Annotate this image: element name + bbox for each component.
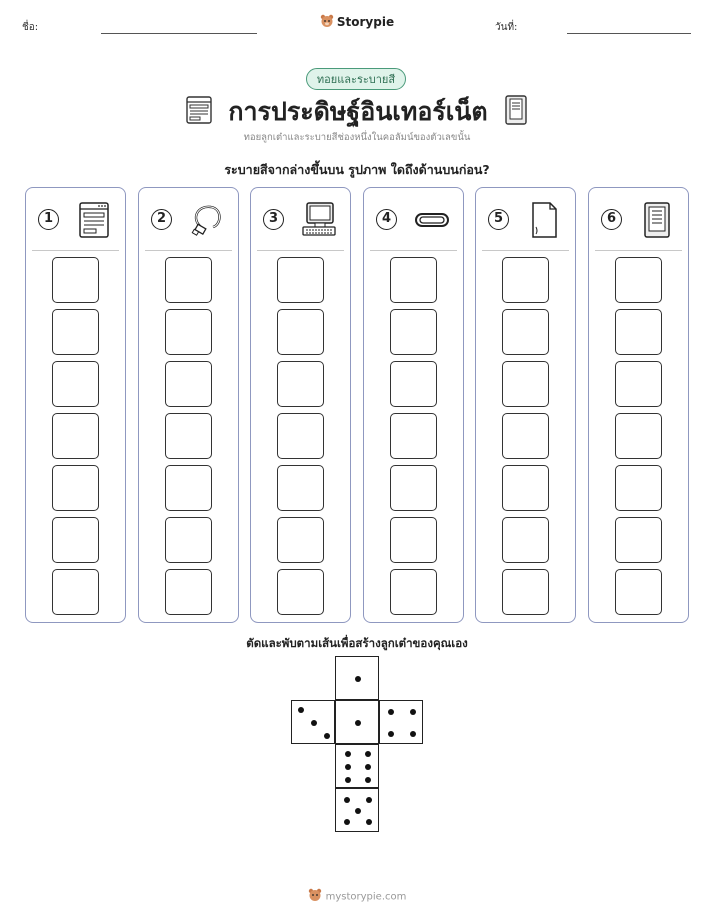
webpage-icon xyxy=(186,96,212,128)
footer-site: mystorypie.com xyxy=(325,891,407,903)
color-cell[interactable] xyxy=(615,309,662,355)
dice-face xyxy=(291,700,335,744)
footer xyxy=(0,888,714,905)
column-header xyxy=(370,188,457,251)
color-cell[interactable] xyxy=(615,465,662,511)
dice-pip xyxy=(366,797,372,803)
color-cell[interactable] xyxy=(165,361,212,407)
subtitle: ทอยลูกเต๋าและระบายสีช่องหนึ่งในคอลัมน์ของตัวเลขนั้น xyxy=(243,132,471,143)
color-cell[interactable] xyxy=(52,465,99,511)
dice-pip xyxy=(388,731,394,737)
column-header xyxy=(32,188,119,251)
dice-face xyxy=(379,700,423,744)
color-cell[interactable] xyxy=(277,465,324,511)
column-number: 3 xyxy=(263,209,284,230)
color-cell[interactable] xyxy=(277,569,324,615)
server-icon xyxy=(504,95,528,129)
date-line[interactable] xyxy=(567,33,691,34)
color-cell[interactable] xyxy=(165,517,212,563)
column-6 xyxy=(588,187,689,623)
dice-face xyxy=(335,788,379,832)
column-number: 6 xyxy=(601,209,622,230)
dice-pip xyxy=(355,808,361,814)
dice-pip xyxy=(365,777,371,783)
column-2 xyxy=(138,187,239,623)
date-label: วันที่: xyxy=(495,22,518,33)
color-cell[interactable] xyxy=(502,465,549,511)
color-cell[interactable] xyxy=(165,465,212,511)
column-5 xyxy=(475,187,576,623)
color-cell[interactable] xyxy=(52,361,99,407)
color-cell[interactable] xyxy=(165,569,212,615)
dice-pip xyxy=(388,709,394,715)
dice-pip xyxy=(324,733,330,739)
brand-logo xyxy=(0,14,714,31)
brand-name: Storypie xyxy=(336,15,395,29)
dice-pip xyxy=(344,797,350,803)
color-cell[interactable] xyxy=(390,257,437,303)
page-title: การประดิษฐ์อินเทอร์เน็ต xyxy=(228,97,488,126)
bear-icon xyxy=(320,14,334,31)
dice-pip xyxy=(298,707,304,713)
color-cell[interactable] xyxy=(52,517,99,563)
column-number: 4 xyxy=(376,209,397,230)
color-cell[interactable] xyxy=(165,413,212,459)
color-cell[interactable] xyxy=(502,569,549,615)
computer-icon xyxy=(299,201,339,239)
color-cell[interactable] xyxy=(390,413,437,459)
color-cell[interactable] xyxy=(615,361,662,407)
cable-icon xyxy=(187,201,227,239)
color-cell[interactable] xyxy=(52,413,99,459)
document-icon xyxy=(524,201,564,239)
column-number: 2 xyxy=(151,209,172,230)
color-cell[interactable] xyxy=(390,569,437,615)
webpage-icon xyxy=(74,201,114,239)
dice-pip xyxy=(345,764,351,770)
color-cell[interactable] xyxy=(615,257,662,303)
column-number: 5 xyxy=(488,209,509,230)
color-cell[interactable] xyxy=(52,257,99,303)
color-cell[interactable] xyxy=(502,257,549,303)
color-cell[interactable] xyxy=(502,309,549,355)
dice-pip xyxy=(410,731,416,737)
link-icon xyxy=(412,201,452,239)
dice-pip xyxy=(311,720,317,726)
dice-face xyxy=(335,700,379,744)
activity-tag: ทอยและระบายสี xyxy=(306,68,406,90)
dice-pip xyxy=(355,676,361,682)
color-cell[interactable] xyxy=(390,517,437,563)
column-3 xyxy=(250,187,351,623)
dice-pip xyxy=(366,819,372,825)
color-cell[interactable] xyxy=(277,413,324,459)
color-cell[interactable] xyxy=(52,569,99,615)
color-cell[interactable] xyxy=(502,413,549,459)
dice-face xyxy=(335,744,379,788)
column-header xyxy=(482,188,569,251)
color-cell[interactable] xyxy=(615,413,662,459)
color-cell[interactable] xyxy=(390,309,437,355)
question: ระบายสีจากล่างขึ้นบน รูปภาพ ใดถึงด้านบนก่อน? xyxy=(224,162,490,177)
color-cell[interactable] xyxy=(615,569,662,615)
color-cell[interactable] xyxy=(165,257,212,303)
dice-pip xyxy=(365,751,371,757)
color-cell[interactable] xyxy=(390,465,437,511)
column-4 xyxy=(363,187,464,623)
dice-pip xyxy=(355,720,361,726)
color-cell[interactable] xyxy=(52,309,99,355)
color-cell[interactable] xyxy=(502,517,549,563)
column-header xyxy=(145,188,232,251)
color-cell[interactable] xyxy=(165,309,212,355)
column-header xyxy=(257,188,344,251)
column-1 xyxy=(25,187,126,623)
color-cell[interactable] xyxy=(277,257,324,303)
color-cell[interactable] xyxy=(390,361,437,407)
dice-pip xyxy=(365,764,371,770)
dice-pip xyxy=(345,751,351,757)
dice-pip xyxy=(344,819,350,825)
color-cell[interactable] xyxy=(277,309,324,355)
title-row xyxy=(0,92,714,128)
column-number: 1 xyxy=(38,209,59,230)
bear-icon xyxy=(308,888,322,905)
name-label: ชื่อ: xyxy=(22,22,39,33)
color-cell[interactable] xyxy=(277,517,324,563)
dice-instruction: ตัดและพับตามเส้นเพื่อสร้างลูกเต๋าของคุณเอง xyxy=(246,636,468,650)
color-cell[interactable] xyxy=(277,361,324,407)
column-header xyxy=(595,188,682,251)
dice-face xyxy=(335,656,379,700)
color-cell[interactable] xyxy=(615,517,662,563)
server-icon xyxy=(637,201,677,239)
color-cell[interactable] xyxy=(502,361,549,407)
dice-pip xyxy=(345,777,351,783)
dice-pip xyxy=(410,709,416,715)
name-line[interactable] xyxy=(101,33,257,34)
